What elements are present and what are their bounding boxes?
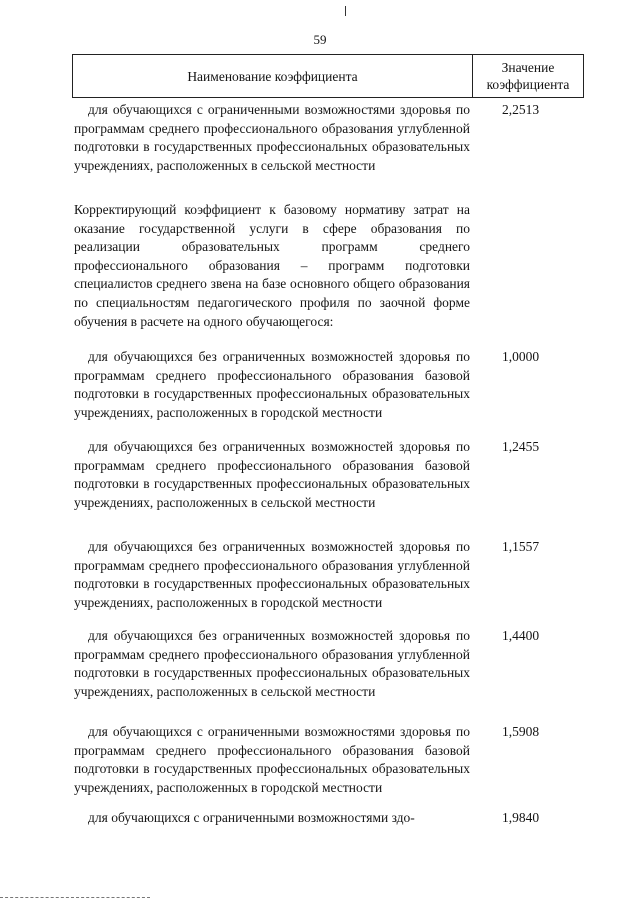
row-description: для обучающихся без ограниченных возможностей здоровья по программам среднего профессионального образования углубленной подготовки в государственных профессиональных образовательных учреждениях, расположенных в сельской местности: [74, 628, 470, 699]
row-description: для обучающихся без ограниченных возможностей здоровья по программам среднего профессионального образования углубленной подготовки в государственных профессиональных образовательных учреждениях, расположенных в городской местности: [74, 539, 470, 610]
row-value: 1,2455: [502, 439, 540, 454]
page-number: 59: [313, 32, 327, 47]
row-value: 1,0000: [502, 349, 540, 364]
column-header-value-line-2: коэффициента: [486, 77, 570, 92]
column-header-value: [473, 55, 583, 97]
row-description: для обучающихся без ограниченных возможностей здоровья по программам среднего профессионального образования базовой подготовки в государственных профессиональных образовательных учреждениях, расположенных в городской местности: [74, 349, 470, 420]
row-description: для обучающихся с ограниченными возможностями здоровья по программам среднего профессионального образования базовой подготовки в государственных профессиональных образовательных учреждениях, расположенных в городской местности: [74, 724, 470, 795]
scan-mark: [345, 6, 346, 16]
scan-footer-line: [0, 897, 150, 898]
column-header-name: Наименование коэффициента: [73, 55, 473, 97]
row-description: для обучающихся с ограниченными возможностями здоровья по программам среднего профессионального образования углубленной подготовки в государственных профессиональных образовательных учреждениях, расположенных в сельской местности: [74, 102, 470, 173]
row-value: 1,5908: [502, 724, 540, 739]
column-header-value-line-1: Значение: [501, 60, 555, 75]
row-value: 1,4400: [502, 628, 540, 643]
row-description: для обучающихся без ограниченных возможностей здоровья по программам среднего профессионального образования базовой подготовки в государственных профессиональных образовательных учреждениях, расположенных в сельской местности: [74, 439, 470, 510]
row-value: 2,2513: [502, 102, 540, 117]
row-description: для обучающихся с ограниченными возможностями здо-: [88, 810, 415, 825]
row-value: 1,9840: [502, 810, 540, 825]
table-header: [72, 54, 584, 98]
section-paragraph: Корректирующий коэффициент к базовому нормативу затрат на оказание государственной услуги в сфере образования по реализации образовательных программ среднего профессионального образования – программ подготовки специалистов среднего звена на базе основного общего образования по специальностям педагогического профиля по заочной форме обучения в расчете на одного обучающегося:: [74, 202, 470, 329]
row-value: 1,1557: [502, 539, 540, 554]
